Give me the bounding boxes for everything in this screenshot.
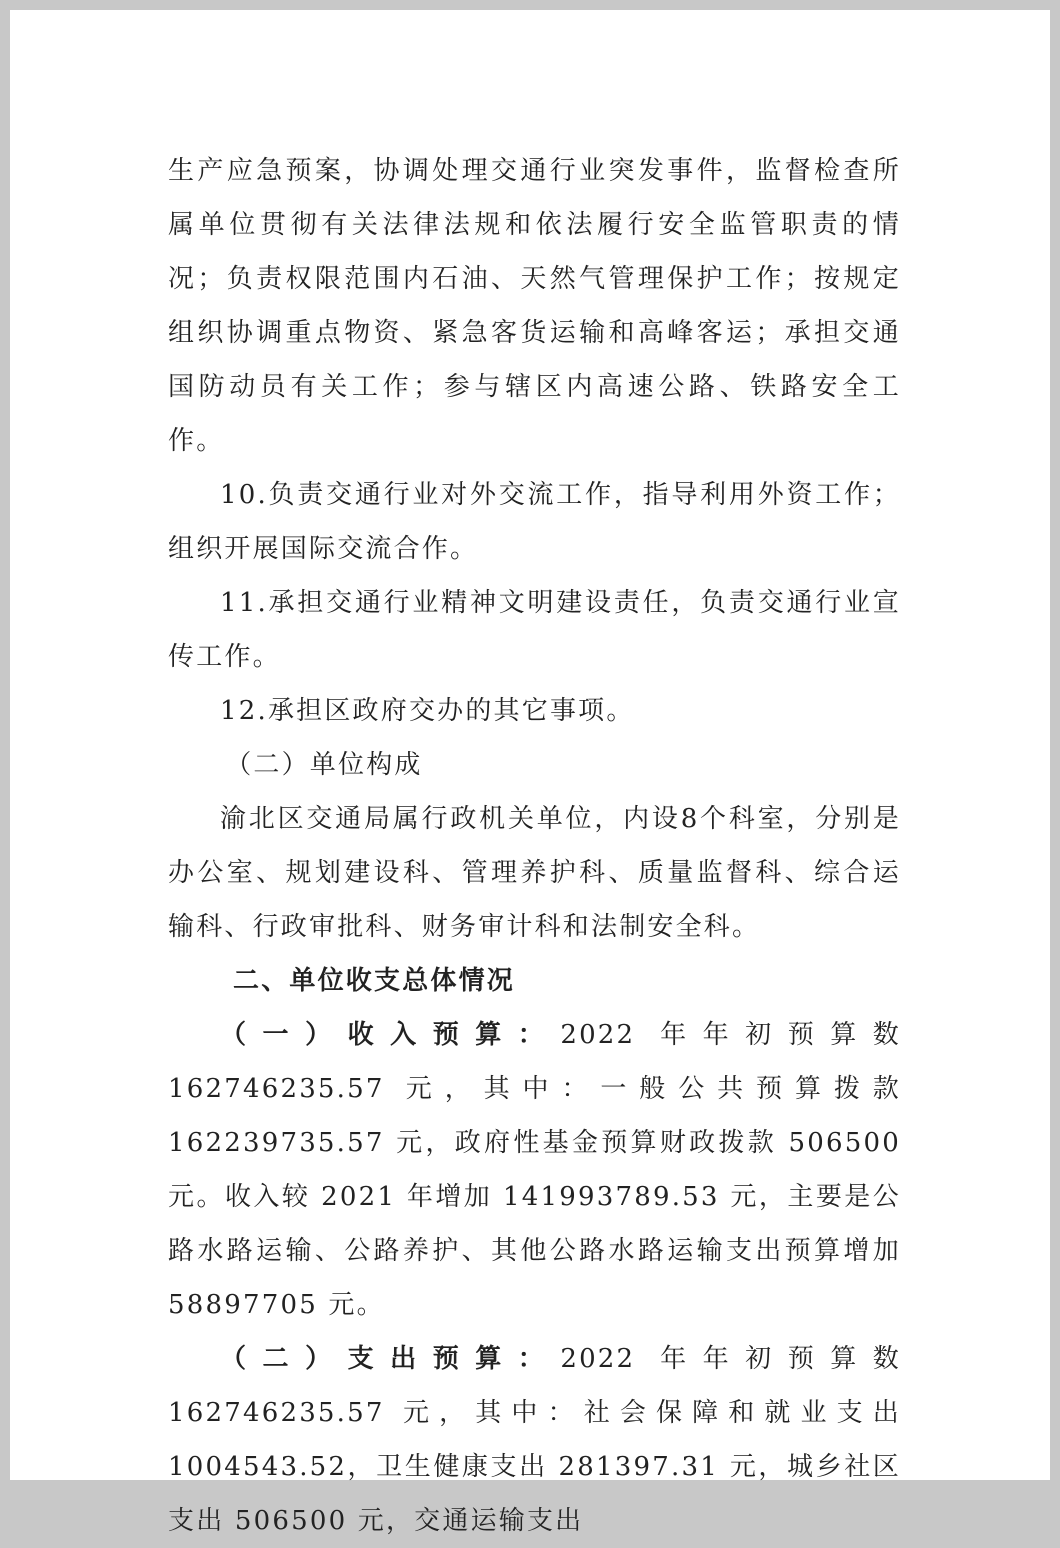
- expense-budget-label: （二）支出预算：: [220, 1344, 561, 1374]
- paragraph-unit-composition: 渝北区交通局属行政机关单位，内设8个科室，分别是办公室、规划建设科、管理养护科、质量监督科、综合运输科、行政审批科、财务审计科和法制安全科。: [168, 804, 901, 942]
- heading-unit-composition: （二）单位构成: [225, 750, 423, 780]
- heading-income-expense-overview: 二、单位收支总体情况: [233, 966, 516, 996]
- expense-budget-text: 2022 年年初预算数 162746235.57 元，其中：社会保障和就业支出 1004543.52，卫生健康支出 281397.31 元，城乡社区支出 506500 元，交通运输支出: [168, 1344, 901, 1536]
- paragraph-item-11: 11.承担交通行业精神文明建设责任，负责交通行业宣传工作。: [168, 588, 901, 672]
- document-body: [168, 144, 901, 1548]
- paragraph-item-10: 10.负责交通行业对外交流工作，指导利用外资工作；组织开展国际交流合作。: [168, 480, 901, 564]
- paragraph-expense-budget: [168, 1332, 901, 1548]
- income-budget-text: 2022 年年初预算数 162746235.57 元，其中：一般公共预算拨款 162239735.57 元，政府性基金预算财政拨款 506500 元。收入较 2021 年增加 141993789.53 元，主要是公路水路运输、公路养护、其他公路水路运输支出预算增加 58897705 元。: [168, 1020, 901, 1320]
- income-budget-label: （一）收入预算：: [220, 1020, 561, 1050]
- paragraph-item-12: 12.承担区政府交办的其它事项。: [220, 696, 635, 726]
- paragraph-income-budget: [168, 1008, 901, 1332]
- document-page: [10, 10, 1050, 1536]
- paragraph-duties-continued: 生产应急预案，协调处理交通行业突发事件，监督检查所属单位贯彻有关法律法规和依法履行安全监管职责的情况；负责权限范围内石油、天然气管理保护工作；按规定组织协调重点物资、紧急客货运输和高峰客运；承担交通国防动员有关工作；参与辖区内高速公路、铁路安全工作。: [168, 156, 901, 456]
